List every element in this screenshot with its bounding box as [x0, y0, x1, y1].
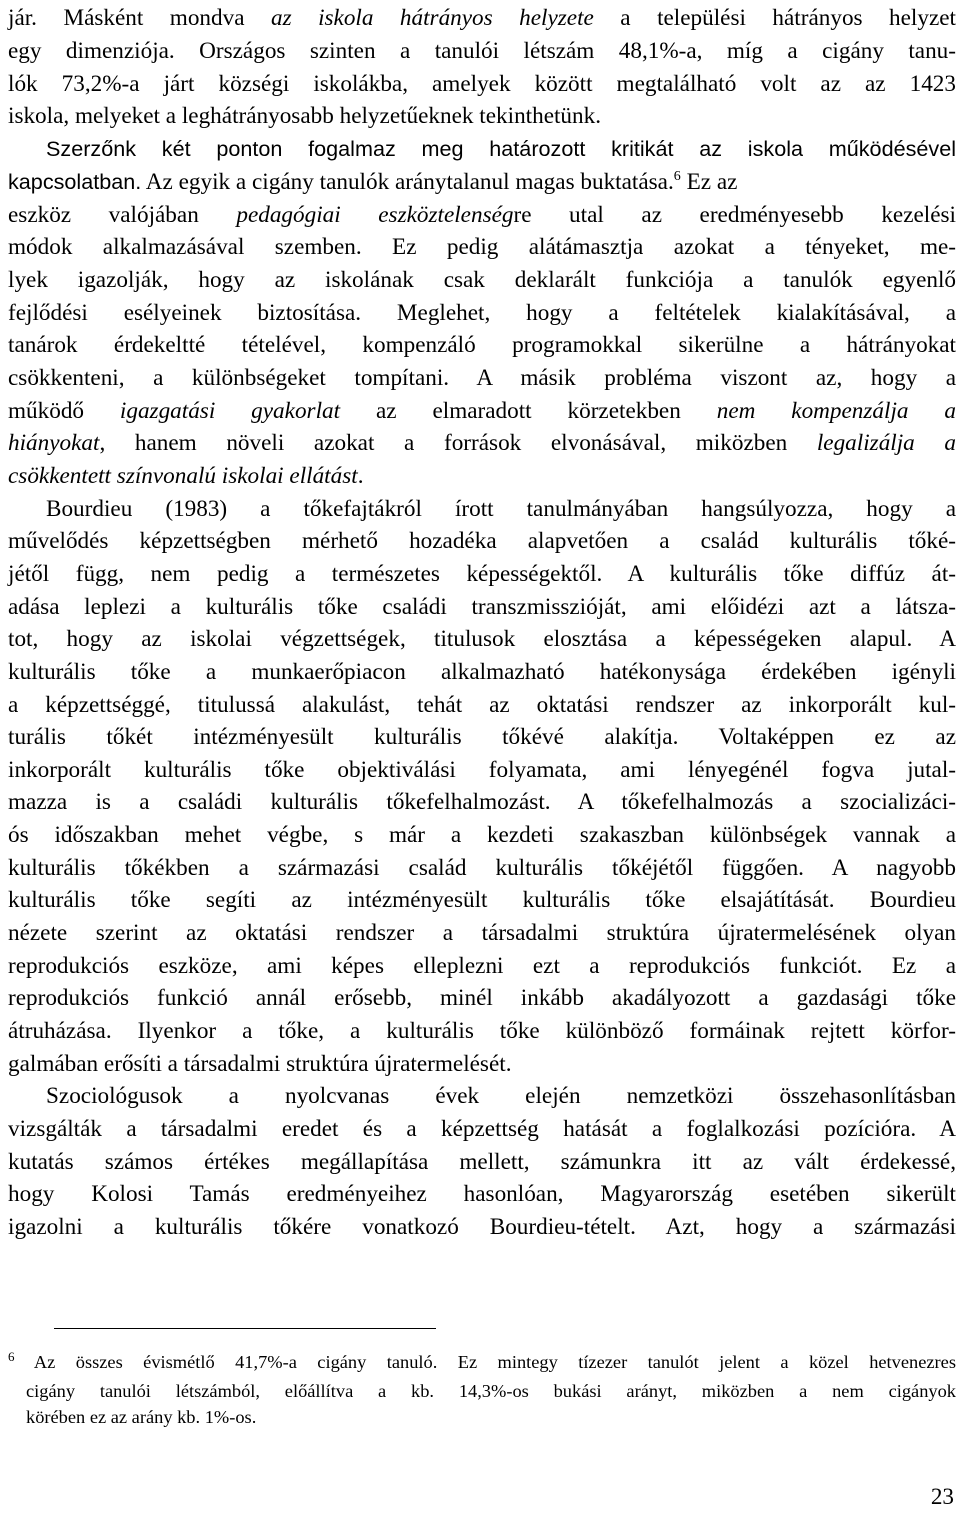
footnote-line: cigány tanulói létszámból, előállítva a kb. 14,3%-os bukási arányt, miközben a nem cigányok: [26, 1381, 956, 1401]
text-line: reprodukciós eszköze, ami képes elleplezni ezt a reprodukciós funkciót. Ez a: [8, 953, 956, 979]
text-line: Szerzőnk két ponton fogalmaz meg határozott kritikát az iskola működésével: [46, 136, 956, 161]
text-line: kulturális tőke a munkaerőpiacon alkalmazható hatékonysága érdekében igényli: [8, 659, 956, 685]
text-line: módok alkalmazásával szemben. Ez pedig alátámasztja azokat a tényeket, me-: [8, 234, 956, 260]
text-line: turális tőkét intézményesült kulturális tőkévé alakítja. Voltaképpen ez az: [8, 724, 956, 750]
text-line: a képzettséggé, titulussá alakulást, tehát az oktatási rendszer az inkorporált kul-: [8, 692, 956, 718]
text-line: jár. Másként mondva az iskola hátrányos helyzete a települési hátrányos helyzet: [8, 5, 956, 31]
text-line: művelődés képzettségben mérhető hozadéka alapvetően a család kulturális tőké-: [8, 528, 956, 554]
text-line: hogy Kolosi Tamás eredményeihez hasonlóan, Magyarország esetében sikerült: [8, 1181, 956, 1207]
text-line: eszköz valójában pedagógiai eszköztelenségre utal az eredményesebb kezelési: [8, 202, 956, 228]
text-line: tot, hogy az iskolai végzettségek, titulusok elosztása a képességeken alapul. A: [8, 626, 956, 652]
text-line: tanárok érdekeltté tételével, kompenzáló programokkal sikerülne a hátrányokat: [8, 332, 956, 358]
text-line: egy dimenziója. Országos szinten a tanulói létszám 48,1%-a, míg a cigány tanu-: [8, 38, 956, 64]
text-line: nézete szerint az oktatási rendszer a társadalmi struktúra újratermelésének olyan: [8, 920, 956, 946]
text-line: jétől függ, nem pedig a természetes képességektől. A kulturális tőke diffúz át-: [8, 561, 956, 587]
page-number: 23: [930, 1484, 954, 1510]
text-line: fejlődési esélyeinek biztosítása. Meglehet, hogy a feltételek kialakításával, a: [8, 300, 956, 326]
text-line: kulturális tőke segíti az intézményesült kulturális tőke elsajátítását. Bourdieu: [8, 887, 956, 913]
text-line: kapcsolatban. Az egyik a cigány tanulók aránytalanul magas buktatása.$^6$ Ez az: [8, 169, 738, 195]
text-line: galmában erősíti a társadalmi struktúra újratermelését.: [8, 1051, 512, 1077]
footnote-line: $^6$ Az összes évismétlő 41,7%-a cigány tanuló. Ez mintegy tízezer tanulót jelent a közel hetvenezres: [8, 1349, 956, 1372]
text-line: csökkentett színvonalú iskolai ellátást.: [8, 463, 364, 489]
text-line: hiányokat, hanem növeli azokat a források elvonásával, miközben legalizálja a: [8, 430, 956, 456]
text-line: átruházása. Ilyenkor a tőke, a kulturális tőke különböző formáinak rejtett körfor-: [8, 1018, 956, 1044]
text-line: mazza is a családi kulturális tőkefelhalmozást. A tőkefelhalmozás a szocializáci-: [8, 789, 956, 815]
footnote-line: körében ez az arány kb. 1%-os.: [26, 1407, 257, 1427]
text-line: lyek igazolják, hogy az iskolának csak deklarált funkciója a tanulók egyenlő: [8, 267, 956, 293]
text-line: csökkenteni, a különbségeket tompítani. A másik probléma viszont az, hogy a: [8, 365, 956, 391]
text-line: ós időszakban mehet végbe, s már a kezdeti szakaszban különbségek vannak a: [8, 822, 956, 848]
text-line: reprodukciós funkció annál erősebb, minél inkább akadályozott a gazdasági tőke: [8, 985, 956, 1011]
text-line: lók 73,2%-a járt községi iskolákba, amelyek között megtalálható volt az az 1423: [8, 71, 956, 97]
text-line: Bourdieu (1983) a tőkefajtákról írott tanulmányában hangsúlyozza, hogy a: [46, 496, 956, 522]
text-line: adása leplezi a kulturális tőke családi transzmisszióját, ami előidézi azt a látsza-: [8, 594, 956, 620]
text-line: kutatás számos értékes megállapítása mellett, számunkra itt az vált érdekessé,: [8, 1149, 956, 1175]
text-line: iskola, melyeket a leghátrányosabb helyzetűeknek tekinthetünk.: [8, 103, 602, 129]
text-line: kulturális tőkékben a származási család kulturális tőkéjétől függően. A nagyobb: [8, 855, 956, 881]
text-line: Szociológusok a nyolcvanas évek elején nemzetközi összehasonlításban: [46, 1083, 956, 1109]
text-line: igazolni a kulturális tőkére vonatkozó Bourdieu-tételt. Azt, hogy a származási: [8, 1214, 956, 1240]
footnote-separator: [54, 1328, 436, 1329]
text-line: vizsgálták a társadalmi eredet és a képzettség hatását a foglalkozási pozícióra. A: [8, 1116, 956, 1142]
text-line: inkorporált kulturális tőke objektiválási folyamata, ami lényegénél fogva jutal-: [8, 757, 956, 783]
text-line: működő igazgatási gyakorlat az elmaradott körzetekben nem kompenzálja a: [8, 398, 956, 424]
